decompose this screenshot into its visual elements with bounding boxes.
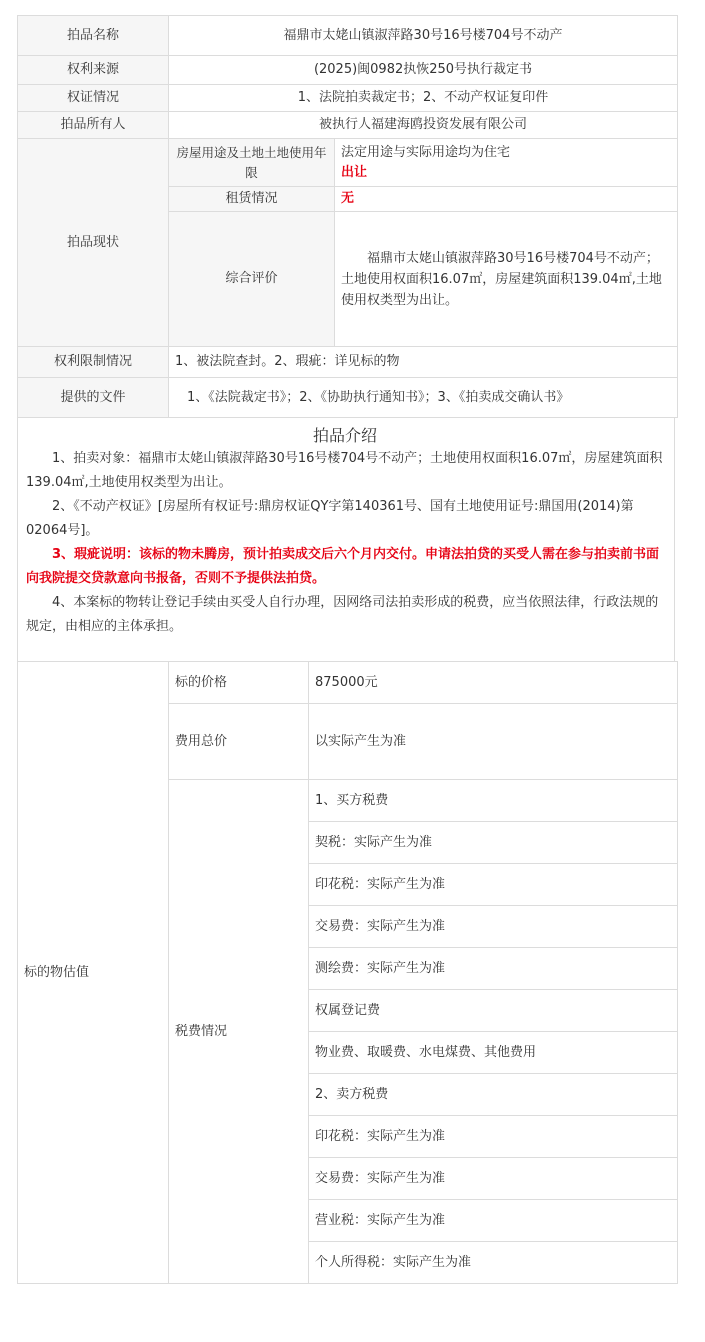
tax-item: 物业费、取暖费、水电煤费、其他费用 bbox=[309, 1032, 678, 1074]
eval-label: 综合评价 bbox=[169, 212, 335, 347]
lease-value: 无 bbox=[335, 187, 678, 212]
cert-label: 权证情况 bbox=[18, 85, 169, 112]
name-value: 福鼎市太姥山镇淑萍路30号16号楼704号不动产 bbox=[169, 16, 678, 56]
fee-value: 以实际产生为准 bbox=[309, 704, 678, 780]
usage-label: 房屋用途及土地土地使用年限 bbox=[169, 139, 335, 187]
tax-item: 1、买方税费 bbox=[309, 780, 678, 822]
source-label: 权利来源 bbox=[18, 56, 169, 85]
usage-value-line1: 法定用途与实际用途均为住宅 bbox=[341, 144, 511, 160]
info-table bbox=[17, 15, 678, 418]
row-usage bbox=[18, 139, 678, 187]
eval-value: 福鼎市太姥山镇淑萍路30号16号楼704号不动产；土地使用权面积16.07㎡，房屋建筑面积139.04㎡,土地使用权类型为出让。 bbox=[335, 212, 678, 347]
tax-item: 印花税：实际产生为准 bbox=[309, 1116, 678, 1158]
tax-item: 交易费：实际产生为准 bbox=[309, 906, 678, 948]
tax-item: 个人所得税：实际产生为准 bbox=[309, 1242, 678, 1284]
row-cert bbox=[18, 85, 678, 112]
valuation-table bbox=[17, 661, 678, 1284]
usage-value bbox=[335, 139, 678, 187]
row-price bbox=[18, 662, 678, 704]
intro-item-4: 4、本案标的物转让登记手续由买受人自行办理，因网络司法拍卖形成的税费，应当依照法律，行政法规的规定，由相应的主体承担。 bbox=[26, 595, 659, 634]
tax-item: 权属登记费 bbox=[309, 990, 678, 1032]
tax-item: 2、卖方税费 bbox=[309, 1074, 678, 1116]
tax-item: 交易费：实际产生为准 bbox=[309, 1158, 678, 1200]
auction-intro bbox=[17, 417, 675, 661]
restrict-value: 1、被法院查封。2、瑕疵：详见标的物 bbox=[169, 347, 678, 378]
tax-item: 营业税：实际产生为准 bbox=[309, 1200, 678, 1242]
lease-label: 租赁情况 bbox=[169, 187, 335, 212]
restrict-label: 权利限制情况 bbox=[18, 347, 169, 378]
valuation-label: 标的物估值 bbox=[18, 662, 169, 1284]
tax-item: 印花税：实际产生为准 bbox=[309, 864, 678, 906]
price-label: 标的价格 bbox=[169, 662, 309, 704]
tax-item: 契税：实际产生为准 bbox=[309, 822, 678, 864]
intro-item-3: 3、瑕疵说明：该标的物未腾房，预计拍卖成交后六个月内交付。申请法拍贷的买受人需在参与拍卖前书面向我院提交贷款意向书报备，否则不予提供法拍贷。 bbox=[26, 547, 660, 586]
owner-value: 被执行人福建海鸥投资发展有限公司 bbox=[169, 112, 678, 139]
row-source bbox=[18, 56, 678, 85]
intro-item-1: 1、拍卖对象：福鼎市太姥山镇淑萍路30号16号楼704号不动产；土地使用权面积16.07㎡，房屋建筑面积139.04㎡,土地使用权类型为出让。 bbox=[26, 451, 663, 490]
owner-label: 拍品所有人 bbox=[18, 112, 169, 139]
intro-item-2: 2、《不动产权证》[房屋所有权证号:鼎房权证QY字第140361号、国有土地使用证号:鼎国用(2014)第02064号]。 bbox=[26, 499, 634, 538]
row-owner bbox=[18, 112, 678, 139]
row-name bbox=[18, 16, 678, 56]
status-label: 拍品现状 bbox=[18, 139, 169, 347]
docs-label: 提供的文件 bbox=[18, 378, 169, 418]
tax-item: 测绘费：实际产生为准 bbox=[309, 948, 678, 990]
cert-value: 1、法院拍卖裁定书；2、不动产权证复印件 bbox=[169, 85, 678, 112]
fee-label: 费用总价 bbox=[169, 704, 309, 780]
row-docs bbox=[18, 378, 678, 418]
row-restrict bbox=[18, 347, 678, 378]
tax-label: 税费情况 bbox=[169, 780, 309, 1284]
intro-title: 拍品介绍 bbox=[312, 426, 377, 445]
source-value: (2025)闽0982执恢250号执行裁定书 bbox=[169, 56, 678, 85]
name-label: 拍品名称 bbox=[18, 16, 169, 56]
docs-value: 1、《法院裁定书》；2、《协助执行通知书》；3、《拍卖成交确认书》 bbox=[169, 378, 678, 418]
usage-value-line2: 出让 bbox=[341, 164, 368, 180]
price-value: 875000元 bbox=[309, 662, 678, 704]
